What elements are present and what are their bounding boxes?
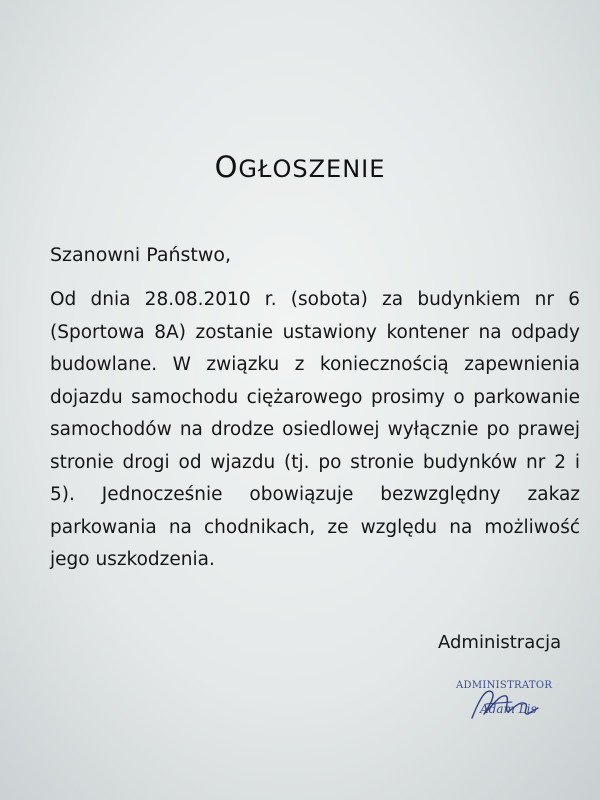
stamp-name: Adam Lis bbox=[480, 702, 537, 716]
notice-body: Od dnia 28.08.2010 r. (sobota) za budynkiem nr 6 (Sportowa 8A) zostanie ustawiony kontener na odpady budowlane. W związku z koniecznością zapewnienia dojazdu samochodu ciężarowego prosimy o parkowanie samochodów na drodze osiedlowej wyłącznie po prawej stronie drogi od wjazdu (tj. po stronie budynków nr 2 i 5). Jednocześnie obowiązuje bezwzględny zakaz parkowania na chodnikach, ze względu na możliwość jego uszkodzenia. bbox=[50, 289, 580, 570]
stamp-title: ADMINISTRATOR bbox=[456, 680, 553, 691]
title-rest: GŁOSZENIE bbox=[238, 155, 386, 183]
notice-title bbox=[0, 150, 600, 184]
greeting: Szanowni Państwo, bbox=[50, 244, 232, 266]
title-initial: O bbox=[214, 150, 239, 184]
administrator-stamp bbox=[452, 674, 562, 724]
signature-label: Administracja bbox=[438, 632, 562, 653]
handwritten-signature bbox=[466, 678, 546, 724]
